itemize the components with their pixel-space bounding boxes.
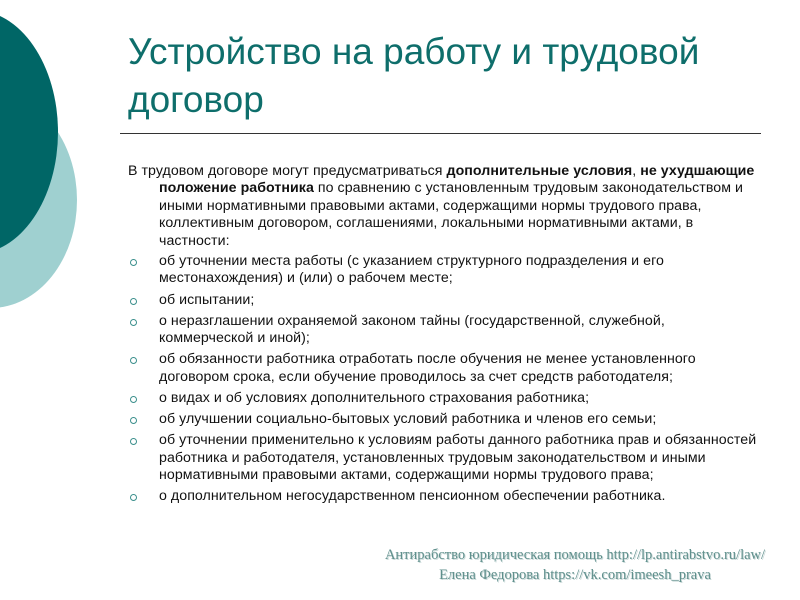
bullet-circle-icon — [130, 357, 137, 364]
list-item-text: о неразглашении охраняемой законом тайны (государственной, служебной, коммерческой и иной); — [159, 312, 665, 347]
list-item — [128, 292, 758, 309]
intro-bold-not-worsening: не ухудшающие положение работника — [159, 163, 755, 197]
list-item-text: об уточнении места работы (с указанием структурного подразделения и его местонахождения) и (или) о рабочем месте; — [159, 253, 664, 287]
bullet-circle-icon — [130, 319, 137, 326]
bullet-circle-icon — [130, 494, 137, 501]
bullet-circle-icon — [130, 396, 137, 403]
list-item-text: о дополнительном негосударственном пенсионном обеспечении работника. — [159, 488, 666, 505]
list-item — [128, 390, 758, 407]
intro-paragraph — [128, 163, 758, 250]
footer-credits — [360, 545, 790, 585]
bullet-circle-icon — [130, 259, 137, 266]
conditions-list — [128, 253, 758, 506]
list-item — [128, 253, 758, 288]
list-item — [128, 411, 758, 428]
slide-title: Устройство на работу и трудовой договор — [128, 31, 700, 120]
list-item — [128, 351, 758, 386]
intro-text-3: по сравнению с установленным трудовым законодательством и иными нормативными правовыми актами, содержащими нормы трудового права, коллективным договором, соглашениями, локальными нормативными актами, в частности: — [159, 180, 743, 249]
slide-content — [128, 163, 758, 510]
list-item — [128, 488, 758, 505]
list-item-text: об обязанности работника отработать после обучения не менее установленного договором срока, если обучение проводилось за счет средств работодателя; — [159, 351, 696, 385]
list-item — [128, 313, 758, 348]
list-item-text: об испытании; — [159, 291, 255, 308]
footer-author-link[interactable]: Елена Федорова https://vk.com/imeesh_prava — [439, 567, 711, 583]
list-item-text: о видах и об условиях дополнительного страхования работника; — [159, 390, 590, 407]
intro-text-2: , — [632, 163, 641, 179]
list-item-text: об уточнении применительно к условиям работы данного работника прав и обязанностей работника и работодателя, установленных трудовым законодательством и иными нормативными правовыми актами, содержащими нормы трудового права; — [159, 432, 757, 484]
bullet-circle-icon — [130, 438, 137, 445]
footer-legal-help-link[interactable]: Антирабство юридическая помощь http://lp.antirabstvo.ru/law/ — [384, 547, 766, 563]
bullet-circle-icon — [130, 298, 137, 305]
list-item — [128, 432, 758, 484]
bullet-circle-icon — [130, 417, 137, 424]
title-divider — [120, 133, 761, 134]
intro-bold-additional-conditions: дополнительные условия — [446, 163, 633, 179]
list-item-text: об улучшении социально-бытовых условий работника и членов его семьи; — [159, 411, 657, 428]
intro-text-1: В трудовом договоре могут предусматриваться — [128, 163, 447, 179]
